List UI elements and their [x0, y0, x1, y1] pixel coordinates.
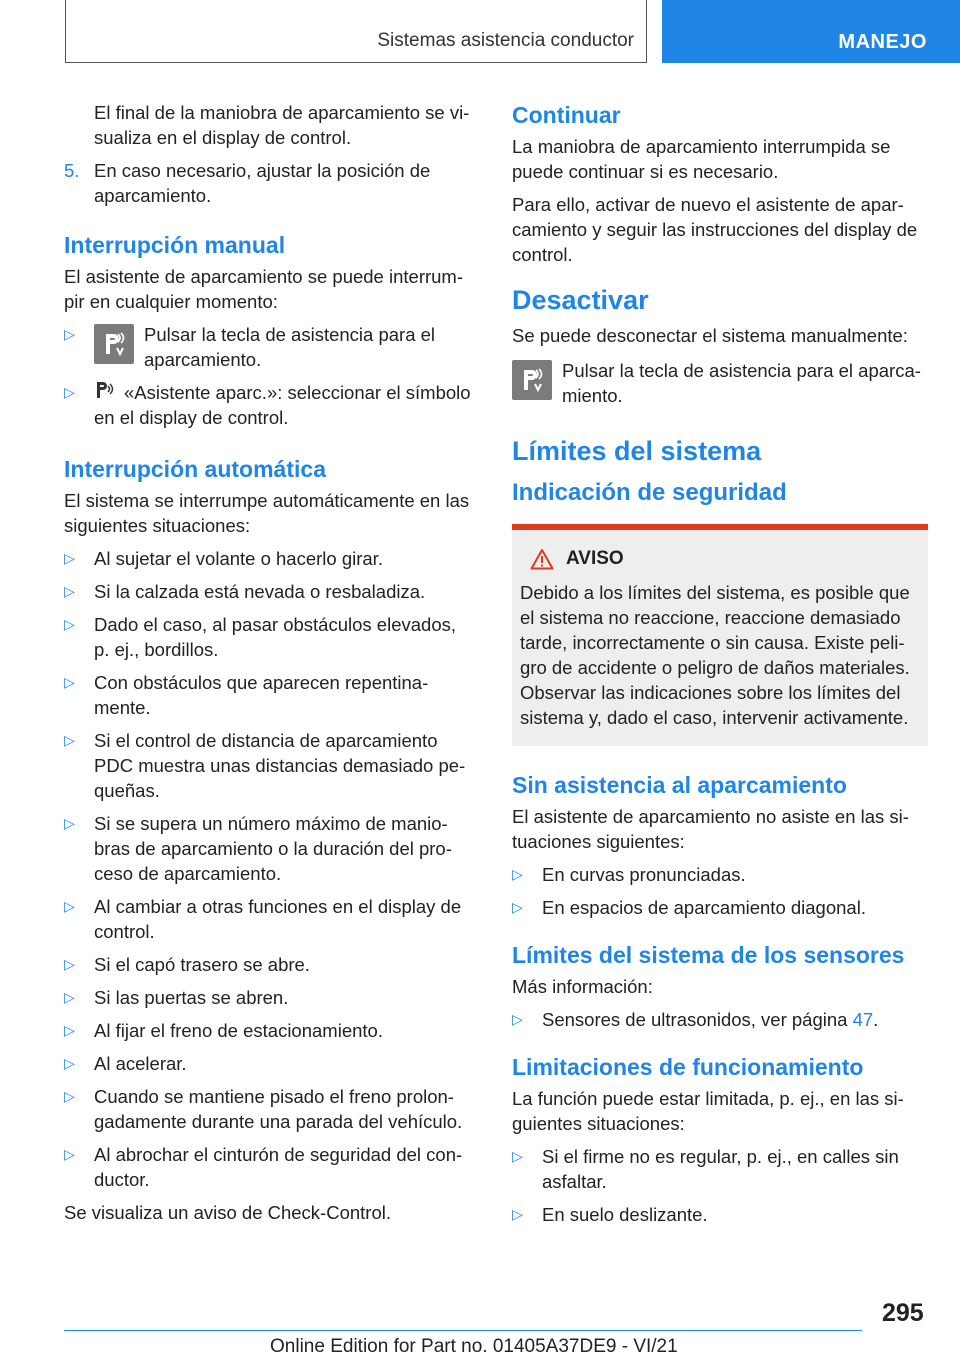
auto-list [64, 546, 476, 1192]
list-item-text: Si las puertas se abren. [94, 987, 289, 1008]
list-item-text: Con obstáculos que aparecen repentina-mente. [94, 672, 429, 718]
list-item [64, 380, 476, 430]
list-item-text: En curvas pronunciadas. [542, 864, 746, 885]
list-item [512, 1144, 928, 1194]
step-5 [64, 158, 476, 208]
list-item [64, 1018, 476, 1043]
manual-intro: El asistente de aparcamiento se puede interrum-pir en cualquier momento: [64, 266, 463, 312]
list-item [512, 1007, 928, 1032]
list-item-text: Dado el caso, al pasar obstáculos elevados, p. ej., bordillos. [94, 614, 456, 660]
list-item-label: «Asistente aparc.»: seleccionar el símbolo en el display de control. [94, 382, 471, 428]
triangle-right-icon: ▷ [64, 616, 75, 632]
triangle-right-icon: ▷ [64, 1146, 75, 1162]
list-item-text [542, 1007, 928, 1032]
list-item-text: Si el firme no es regular, p. ej., en calles sin asfaltar. [542, 1146, 899, 1192]
triangle-right-icon: ▷ [64, 583, 75, 599]
list-item-text: Al acelerar. [94, 1053, 187, 1074]
triangle-right-icon: ▷ [512, 1011, 523, 1027]
heading-continue: Continuar [512, 102, 621, 128]
triangle-right-icon: ▷ [512, 1148, 523, 1164]
list-item [64, 728, 476, 803]
heading-automatic-interruption: Interrupción automática [64, 456, 326, 482]
warning-title [520, 548, 920, 570]
deactivate-intro: Se puede desconectar el sistema manualmente: [512, 325, 908, 346]
warning-text: Debido a los límites del sistema, es posible que el sistema no reaccione, reaccione demasiado tarde, incorrectamente o sin causa. Existe peli-gro de accidente o peligro de daños materiales. Observar las indicaciones sobre los límites del sistema y, dado el caso, intervenir activamente. [520, 582, 910, 728]
list-item-text: En suelo deslizante. [542, 1204, 708, 1225]
list-item-text: Pulsar la tecla de asistencia para el aparcamiento. [144, 324, 436, 370]
heading-no-assistance: Sin asistencia al aparcamiento [512, 772, 847, 798]
left-column [64, 100, 476, 1225]
triangle-right-icon: ▷ [64, 956, 75, 972]
footer-divider [64, 1330, 862, 1331]
heading-deactivate: Desactivar [512, 285, 649, 315]
triangle-right-icon: ▷ [64, 1022, 75, 1038]
triangle-right-icon: ▷ [64, 1055, 75, 1071]
header-section-title: Sistemas asistencia conductor [377, 30, 634, 51]
triangle-right-icon: ▷ [64, 326, 75, 342]
list-item-text: Si la calzada está nevada o resbaladiza. [94, 581, 426, 602]
list-item-text: Si se supera un número máximo de manio-bras de aparcamiento o la duración del pro-ceso de aparcamiento. [94, 813, 452, 884]
triangle-right-icon: ▷ [64, 674, 75, 690]
warning-triangle-icon [530, 548, 554, 570]
parking-assist-key-icon [94, 324, 134, 364]
list-item-text [94, 380, 476, 430]
list-item [64, 1051, 476, 1076]
triangle-right-icon: ▷ [64, 989, 75, 1005]
header-chapter-tab [662, 0, 960, 63]
deactivate-item [512, 358, 928, 408]
auto-outro: Se visualiza un aviso de Check-Control. [64, 1202, 391, 1223]
heading-safety-note: Indicación de seguridad [512, 479, 787, 506]
heading-sensor-limits: Límites del sistema de los sensores [512, 942, 905, 968]
warning-label: AVISO [566, 548, 624, 569]
heading-system-limits: Límites del sistema [512, 436, 762, 466]
list-item [64, 894, 476, 944]
header-section-box [65, 0, 647, 63]
step-text: En caso necesario, ajustar la posición de aparcamiento. [94, 160, 431, 206]
list-item [512, 1202, 928, 1227]
sensor-item-text: Sensores de ultrasonidos, ver página [542, 1009, 853, 1030]
heading-functional-limits: Limitaciones de funcionamiento [512, 1054, 864, 1080]
header-chapter-title: MANEJO [838, 31, 927, 53]
sensor-intro: Más información: [512, 976, 653, 997]
triangle-right-icon: ▷ [64, 898, 75, 914]
list-item-text: Cuando se mantiene pisado el freno prolon-gadamente durante una parada del vehículo. [94, 1086, 463, 1132]
right-column [512, 100, 928, 1227]
list-item-text: Si el control de distancia de aparcamiento PDC muestra unas distancias demasiado pe-queñas. [94, 730, 466, 801]
step-4-continuation: El final de la maniobra de aparcamiento se vi-sualiza en el display de control. [94, 102, 470, 148]
page-number: 295 [882, 1299, 924, 1327]
warning-box [512, 524, 928, 746]
triangle-right-icon: ▷ [64, 384, 75, 400]
continue-p1: La maniobra de aparcamiento interrumpida se puede continuar si es necesario. [512, 136, 891, 182]
no-assistance-intro: El asistente de aparcamiento no asiste en las si-tuaciones siguientes: [512, 806, 909, 852]
list-item [64, 546, 476, 571]
parking-assist-symbol-icon [94, 380, 116, 402]
list-item-text: Al cambiar a otras funciones en el display de control. [94, 896, 462, 942]
sensor-item-end: . [873, 1009, 879, 1030]
triangle-right-icon: ▷ [64, 550, 75, 566]
triangle-right-icon: ▷ [64, 1088, 75, 1104]
heading-manual-interruption: Interrupción manual [64, 232, 286, 258]
triangle-right-icon: ▷ [512, 866, 523, 882]
list-item [64, 322, 476, 372]
footer-edition: Online Edition for Part no. 01405A37DE9 - VI/21 [270, 1336, 678, 1357]
list-item-text: Al abrochar el cinturón de seguridad del con-ductor. [94, 1144, 463, 1190]
deactivate-item-text: Pulsar la tecla de asistencia para el aparca-miento. [562, 360, 921, 406]
triangle-right-icon: ▷ [512, 899, 523, 915]
list-item-text: En espacios de aparcamiento diagonal. [542, 897, 866, 918]
triangle-right-icon: ▷ [64, 815, 75, 831]
continue-p2: Para ello, activar de nuevo el asistente de apar-camiento y seguir las instrucciones del display de control. [512, 194, 918, 265]
list-item [64, 670, 476, 720]
list-item [64, 952, 476, 977]
step-number: 5. [64, 160, 80, 181]
list-item [64, 579, 476, 604]
list-item [64, 612, 476, 662]
page-link[interactable]: 47 [852, 1009, 874, 1030]
list-item [512, 895, 928, 920]
list-item [64, 985, 476, 1010]
functional-limits-intro: La función puede estar limitada, p. ej., en las si-guientes situaciones: [512, 1088, 904, 1134]
list-item [64, 811, 476, 886]
list-item-text: Al sujetar el volante o hacerlo girar. [94, 548, 383, 569]
list-item-text: Al fijar el freno de estacionamiento. [94, 1020, 383, 1041]
auto-intro: El sistema se interrumpe automáticamente en las siguientes situaciones: [64, 490, 470, 536]
list-item [512, 862, 928, 887]
list-item-text: Si el capó trasero se abre. [94, 954, 310, 975]
list-item [64, 1142, 476, 1192]
parking-assist-key-icon [512, 360, 552, 400]
triangle-right-icon: ▷ [64, 732, 75, 748]
triangle-right-icon: ▷ [512, 1206, 523, 1222]
list-item [64, 1084, 476, 1134]
